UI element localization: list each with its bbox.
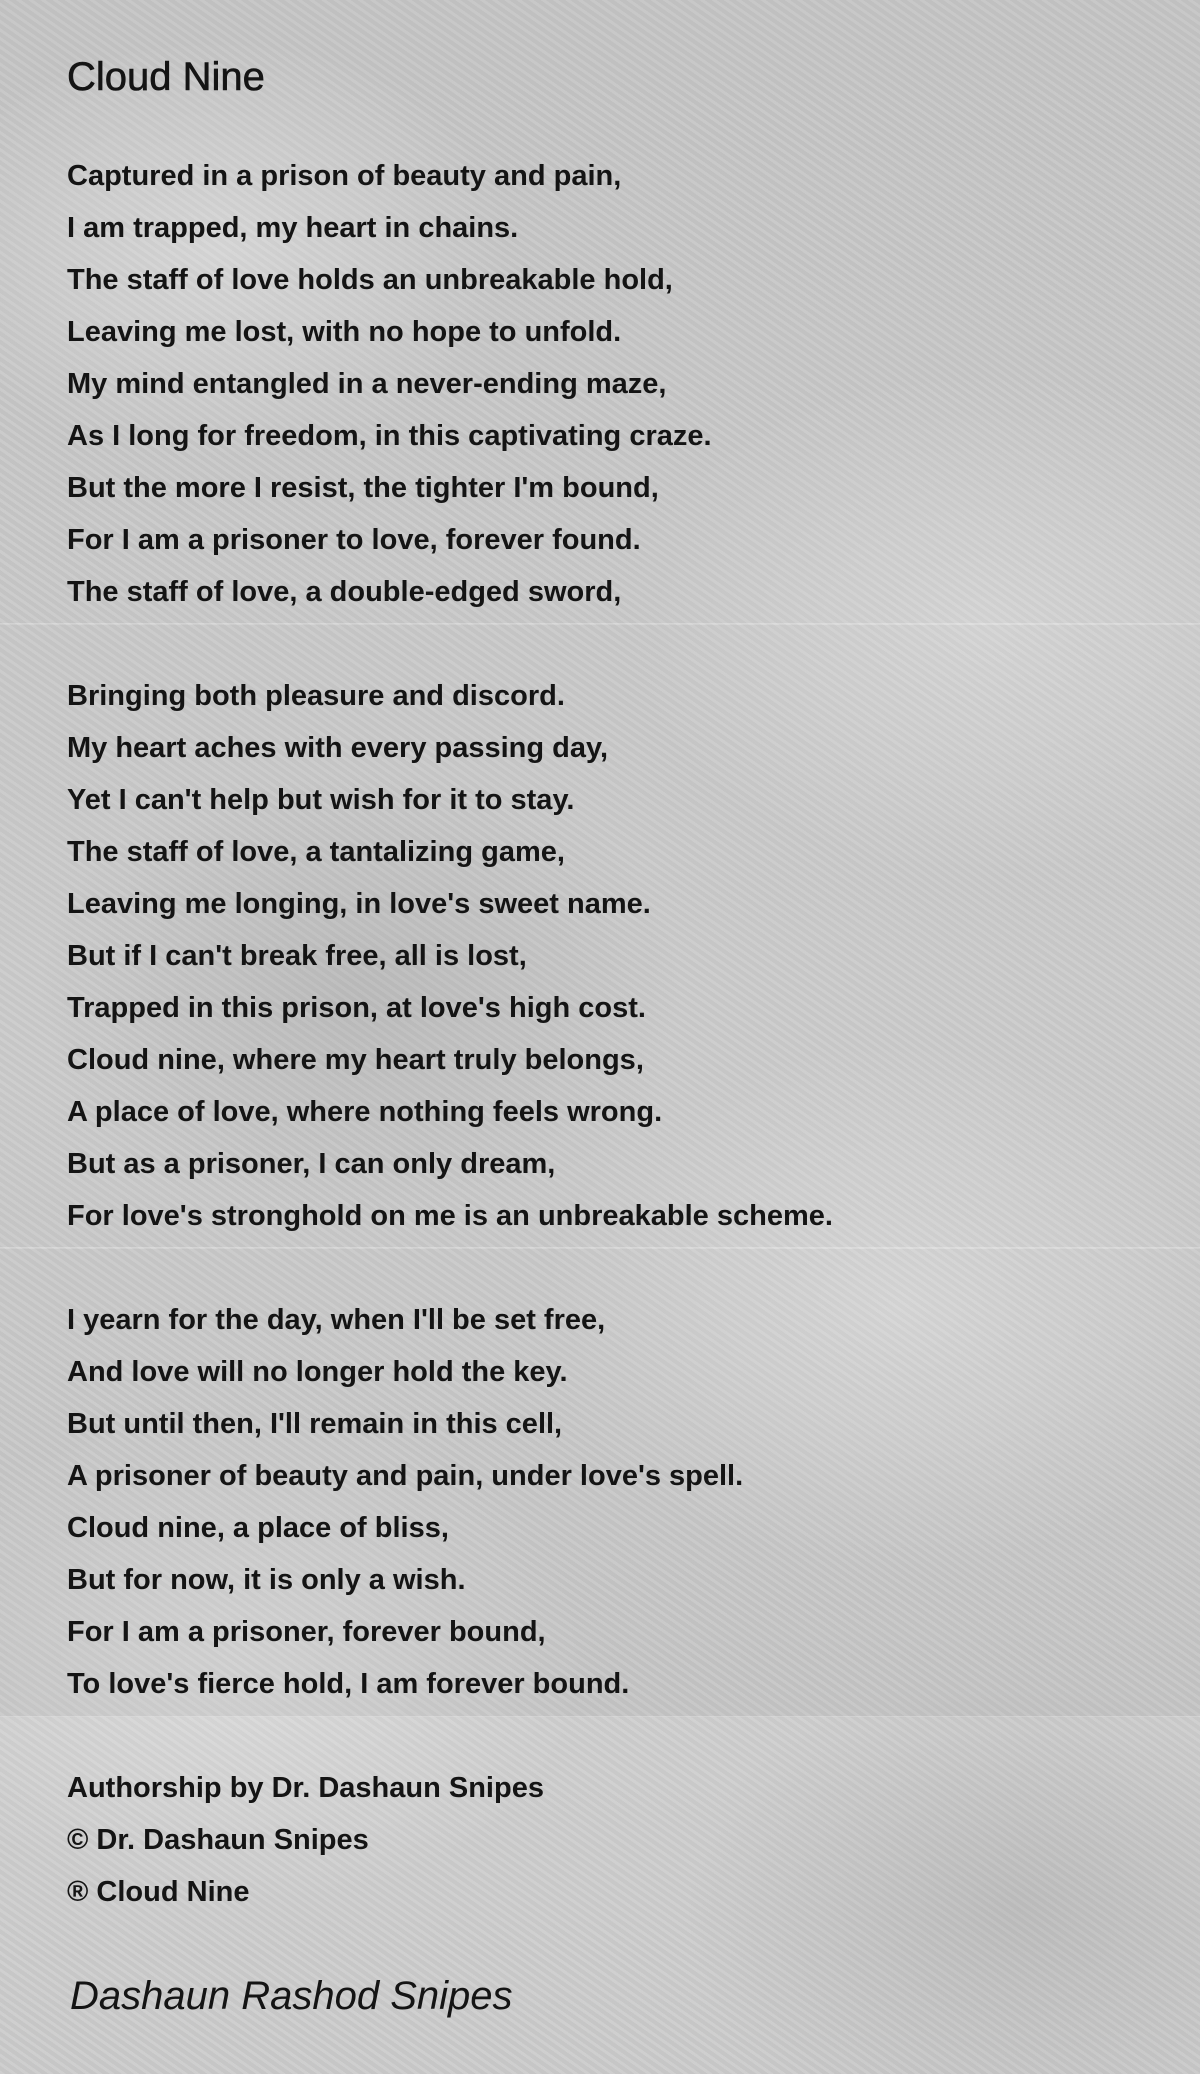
poem-line: But for now, it is only a wish. [67, 1564, 466, 1596]
poem-title: Cloud Nine [67, 55, 265, 99]
poem-line: My mind entangled in a never-ending maze, [67, 368, 667, 400]
credits [67, 1762, 544, 1918]
poem-line: The staff of love holds an unbreakable hold, [67, 264, 673, 296]
stanza-1 [67, 150, 712, 618]
poem-line: Cloud nine, where my heart truly belongs, [67, 1044, 644, 1076]
authorship-line: Authorship by Dr. Dashaun Snipes [67, 1772, 544, 1804]
poem-line: For love's stronghold on me is an unbreakable scheme. [67, 1200, 833, 1232]
poem-line: I yearn for the day, when I'll be set free, [67, 1304, 606, 1336]
stanza-3 [67, 1294, 743, 1710]
poem-line: To love's fierce hold, I am forever bound. [67, 1668, 630, 1700]
poem-line: The staff of love, a double-edged sword, [67, 576, 622, 608]
copyright-line: © Dr. Dashaun Snipes [67, 1824, 369, 1856]
poem-line: But if I can't break free, all is lost, [67, 940, 527, 972]
poem-line: A place of love, where nothing feels wrong. [67, 1096, 663, 1128]
poem-line: A prisoner of beauty and pain, under love's spell. [67, 1460, 744, 1492]
poem-line: Captured in a prison of beauty and pain, [67, 160, 622, 192]
poem-line: But as a prisoner, I can only dream, [67, 1148, 556, 1180]
poem-line: The staff of love, a tantalizing game, [67, 836, 565, 868]
poem-line: Leaving me lost, with no hope to unfold. [67, 316, 622, 348]
poem-line: For I am a prisoner, forever bound, [67, 1616, 546, 1648]
poem-line: Leaving me longing, in love's sweet name. [67, 888, 651, 920]
poem-line: My heart aches with every passing day, [67, 732, 609, 764]
poem-line: And love will no longer hold the key. [67, 1356, 568, 1388]
poem-line: But the more I resist, the tighter I'm bound, [67, 472, 659, 504]
poem-line: I am trapped, my heart in chains. [67, 212, 519, 244]
poem-line: As I long for freedom, in this captivating craze. [67, 420, 712, 452]
poem-line: Cloud nine, a place of bliss, [67, 1512, 449, 1544]
poem-line: But until then, I'll remain in this cell, [67, 1408, 563, 1440]
poem-line: For I am a prisoner to love, forever found. [67, 524, 641, 556]
author-signature: Dashaun Rashod Snipes [70, 1974, 513, 2018]
registered-line: ® Cloud Nine [67, 1876, 250, 1908]
poem-line: Yet I can't help but wish for it to stay. [67, 784, 575, 816]
poem-line: Trapped in this prison, at love's high cost. [67, 992, 646, 1024]
stanza-2 [67, 670, 833, 1242]
poem-line: Bringing both pleasure and discord. [67, 680, 565, 712]
